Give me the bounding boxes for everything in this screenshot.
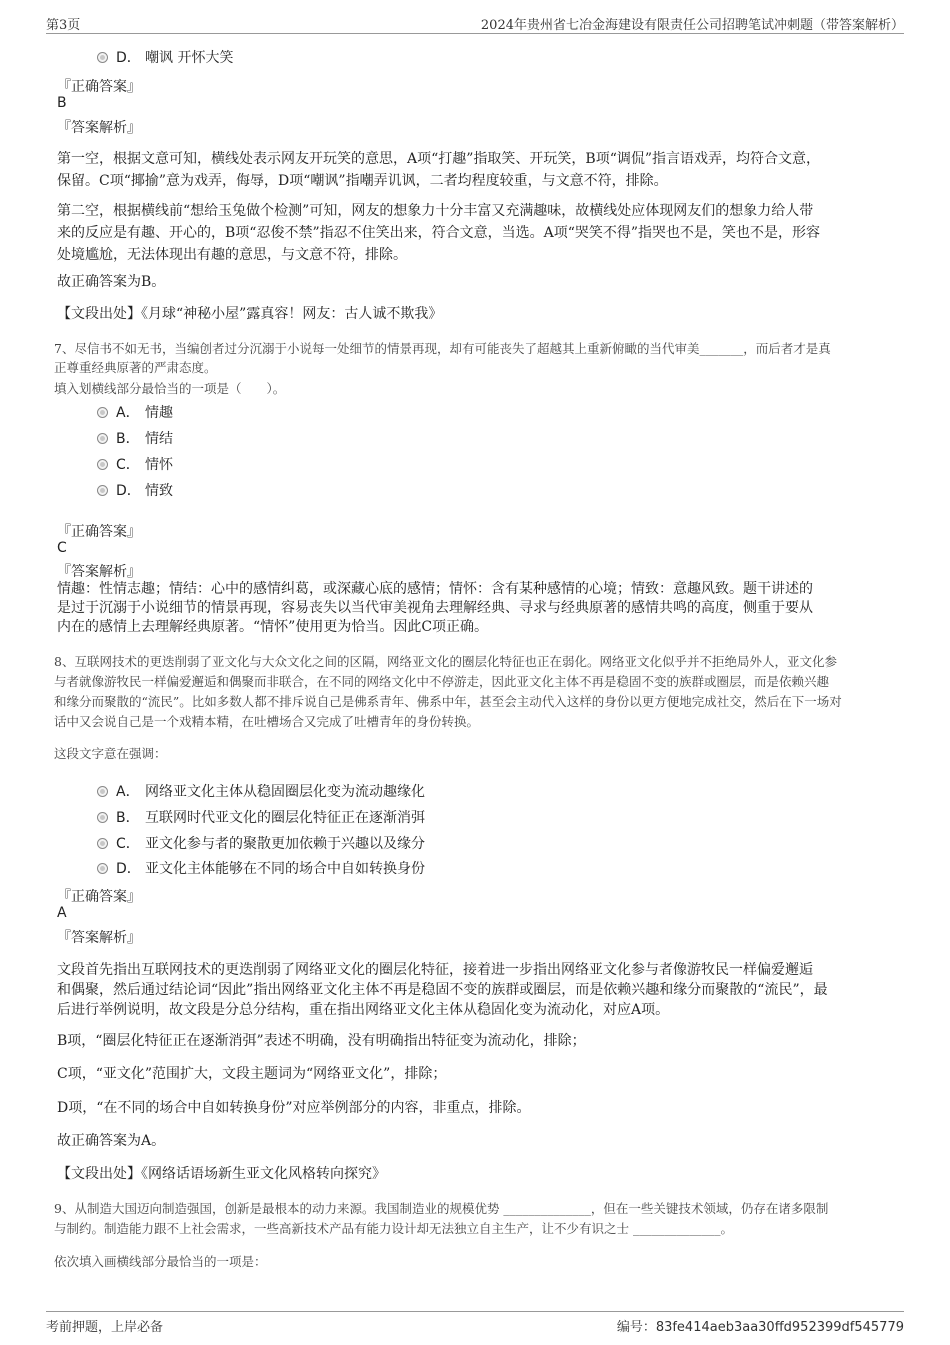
q6-conclusion: 故正确答案为B。 [57, 274, 166, 290]
q8-analysis-paragraph-1: 文段首先指出互联网技术的更迭削弱了网络亚文化的圈层化特征，接着进一步指出网络亚文化参与者像游牧民一样偏爱邂逅 和偶聚，然后通过结论词“因此”指出网络亚文化主体不再是稳固不变的族群或圈层，而是依赖兴趣和缘分而聚散的“流民”，最 后进行举例说明，故文段是分总分结构，重在指出网络亚文化主体从稳固化变为流动化，对应A项。 [57, 962, 828, 1018]
q7-answer-label: 『正确答案』 [57, 524, 141, 540]
q8-analysis-label: 『答案解析』 [57, 930, 141, 946]
q8-source: 【文段出处】《网络话语场新生亚文化风格转向探究》 [57, 1166, 386, 1182]
q7-prompt: 填入划横线部分最恰当的一项是（ ）。 [54, 381, 286, 396]
q7-analysis: 情趣：性情志趣；情结：心中的感情纠葛，或深藏心底的感情；情怀：含有某种感情的心境；情致：意趣风致。题干讲述的 是过于沉溺于小说细节的情景再现，容易丧失以当代审美视角去理解经典、寻求与经典原著的感情共鸣的高度，侧重于要从 内在的感情上去理解经典原著。“情怀”使用更为恰当。因此C项正确。 [57, 581, 813, 635]
radio-icon[interactable] [97, 786, 108, 797]
q8-analysis-option-d: D项，“在不同的场合中自如转换身份”对应举例部分的内容，非重点，排除。 [57, 1100, 531, 1116]
footer-slogan: 考前押题，上岸必备 [46, 1320, 164, 1335]
page-footer [46, 1311, 904, 1335]
q6-source: 【文段出处】《月球“神秘小屋”露真容！网友：古人诚不欺我》 [57, 306, 443, 322]
q7-answer: C [57, 540, 67, 556]
q9-prompt: 依次填入画横线部分最恰当的一项是： [54, 1254, 267, 1269]
q8-stem: 8、互联网技术的更迭削弱了亚文化与大众文化之间的区隔，网络亚文化的圈层化特征也正在弱化。网络亚文化似乎并不拒绝局外人，亚文化参 与者就像游牧民一样偏爱邂逅和偶聚而非联合，在不同的网络文化中不停游走，因此亚文化主体不再是稳固不变的族群或圈层，而是依赖兴趣 和缘分而聚散的“流民”。比如多数人都不排斥说自己是佛系青年、佛系中年，甚至会主动代入这样的身份以更方便地完成社交，然后在下一场对 话中又会说自己是一个戏精本精，在吐槽场合又完成了吐槽青年的身份转换。 [54, 654, 842, 729]
document-title: 2024年贵州省七冶金海建设有限责任公司招聘笔试冲刺题（带答案解析） [480, 18, 904, 33]
q8-analysis-option-c: C项，“亚文化”范围扩大，文段主题词为“网络亚文化”，排除； [57, 1066, 447, 1082]
radio-icon[interactable] [97, 407, 108, 418]
q8-conclusion: 故正确答案为A。 [57, 1133, 166, 1149]
radio-icon[interactable] [97, 459, 108, 470]
q6-analysis-paragraph-2: 第二空，根据横线前“想给玉兔做个检测”可知，网友的想象力十分丰富又充满趣味，故横线处应体现网友们的想象力给人带 来的反应是有趣、开心的，B项“忍俊不禁”指忍不住笑出来，符合文意，当选。A项“哭笑不得”指哭也不是，笑也不是，形容 处境尴尬，无法体现出有趣的意思，与文意不符，排除。 [57, 203, 821, 263]
q7-stem: 7、尽信书不如无书，当编创者过分沉溺于小说每一处细节的情景再现，却有可能丧失了超越其上重新俯瞰的当代审美_______，而后者才是真 正尊重经典原著的严肃态度。 [54, 341, 831, 375]
q6-analysis-paragraph-1: 第一空，根据文意可知，横线处表示网友开玩笑的意思，A项“打趣”指取笑、开玩笑，B项“调侃”指言语戏弄，均符合文意， 保留。C项“揶揄”意为戏弄，侮辱，D项“嘲讽”指嘲弄讥讽，二者均程度较重，与文意不符，排除。 [57, 151, 821, 189]
radio-icon[interactable] [97, 433, 108, 444]
radio-icon[interactable] [97, 52, 108, 63]
q8-analysis-option-b: B项，“圈层化特征正在逐渐消弭”表述不明确，没有明确指出特征变为流动化，排除； [57, 1033, 586, 1049]
page-header [46, 12, 904, 34]
q8-answer: A [57, 905, 67, 921]
q8-prompt: 这段文字意在强调： [54, 746, 167, 761]
document-code: 编号：83fe414aeb3aa30ffd952399df545779 [616, 1320, 904, 1335]
radio-icon[interactable] [97, 812, 108, 823]
radio-icon[interactable] [97, 863, 108, 874]
page-number: 第3页 [46, 18, 81, 33]
q7-analysis-label: 『答案解析』 [57, 564, 141, 580]
radio-icon[interactable] [97, 838, 108, 849]
q6-answer: B [57, 95, 67, 111]
q8-answer-label: 『正确答案』 [57, 889, 141, 905]
radio-icon[interactable] [97, 485, 108, 496]
q6-answer-label: 『正确答案』 [57, 79, 141, 95]
q9-stem: 9、从制造大国迈向制造强国，创新是最根本的动力来源。我国制造业的规模优势 ______________，但在一些关键技术领域，仍存在诸多限制 与制约。制造能力跟不上社会需求，一些高新技术产品有能力设计却无法独立自主生产，让不少有识之士 ______________。 [54, 1201, 829, 1236]
q6-analysis-label: 『答案解析』 [57, 120, 141, 136]
